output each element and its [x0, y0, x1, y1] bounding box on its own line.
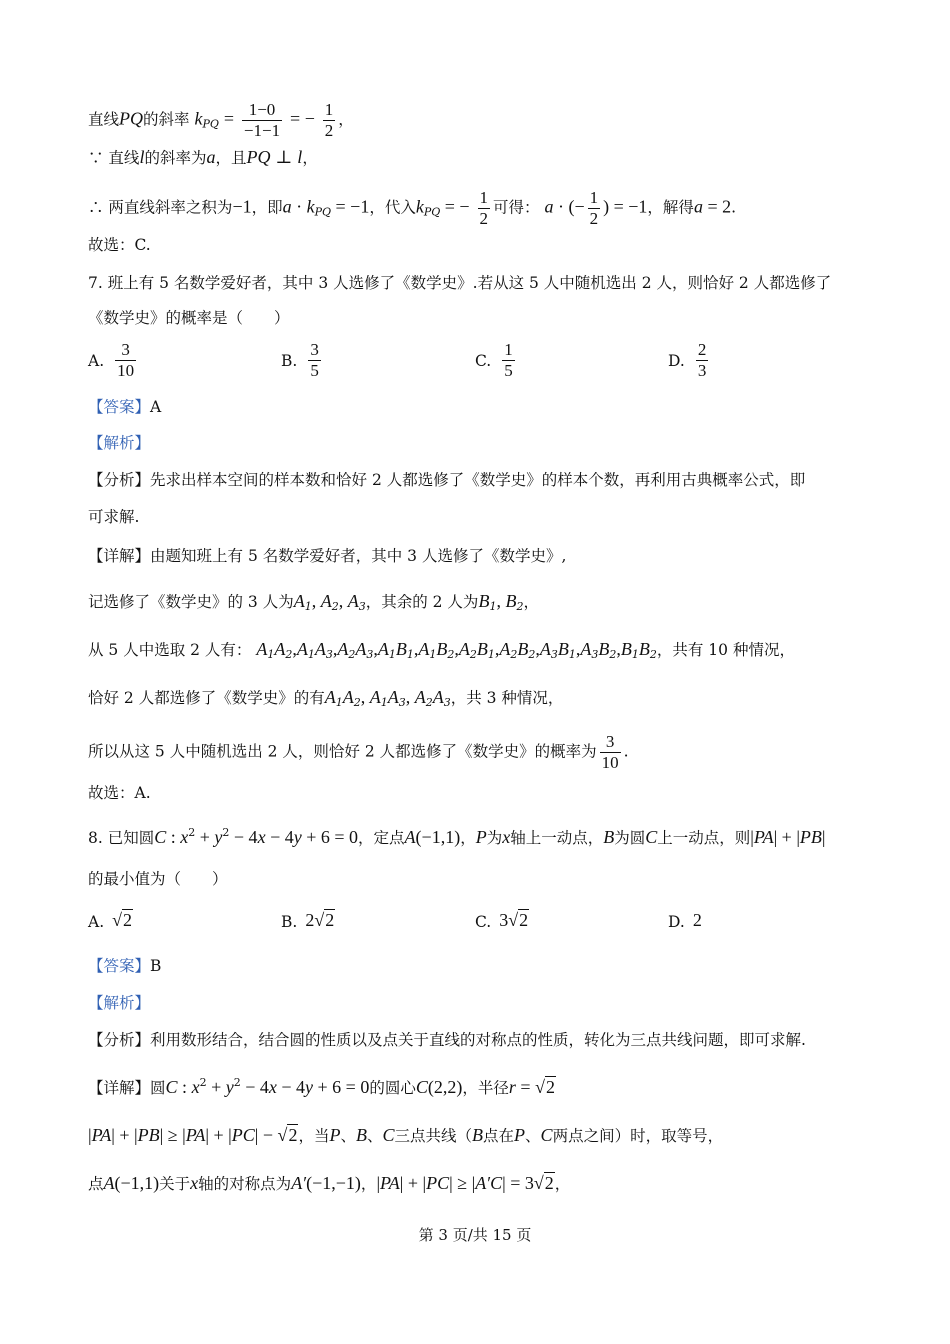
fraction: $\frac{1-0}{-1-1}$	[243, 100, 281, 140]
choose-a: 故选：A.	[88, 784, 151, 802]
q8-option-c: C. 3√2	[475, 910, 529, 931]
fraction: $\frac{1}{2}$	[589, 188, 599, 228]
q8-answer: 【答案】B	[88, 957, 162, 975]
fraction: $\frac{1}{2}$	[479, 188, 489, 228]
therefore-line: ∴ 两直线斜率之积为−1，即$a \cdot k_{PQ} = -1$，代入$k_{PQ}$ = − $\frac{1}{2}$ 可得： a · (− $\frac{1}{2}$ ) = −1，解得a = 2.	[88, 188, 737, 228]
q7-detail-2: 记选修了《数学史》的 3 人为$A_1$, $A_2$, $A_3$，其余的 2 人为$B_1$, $B_2$，	[88, 591, 539, 613]
q7-detail-1: 【详解】由题知班上有 5 名数学爱好者，其中 3 人选修了《数学史》,	[88, 547, 567, 565]
page-footer: 第 3 页/共 15 页	[418, 1226, 532, 1244]
q7-option-c: C. $\frac{1}{5}$	[475, 340, 513, 380]
q8-option-d: D. 2	[668, 910, 702, 931]
q7-detail-5: 所以从这 5 人中随机选出 2 人，则恰好 2 人都选修了《数学史》的概率为 $\frac{3}{10}$ .	[88, 732, 629, 772]
q8-stem: 8. 已知圆C : $x^2 + y^2 - 4x - 4y + 6 = 0$，定点A(−1,1)，P为x轴上一动点，B为圆C上一动点，则|PA| + |PB|	[88, 826, 826, 847]
q7-stem: 7. 班上有 5 名数学爱好者，其中 3 人选修了《数学史》.若从这 5 人中随机选出 2 人，则恰好 2 人都选修了	[88, 274, 832, 292]
q8-detail-3: 点A(−1,1)关于x轴的对称点为A′(−1,−1)，|PA| + |PC| ≥ |A′C| = 3√2，	[88, 1173, 571, 1193]
q8-detail-2: |PA| + |PB| ≥ |PA| + |PC| − √2，当P、B、C三点共线（B点在P、C两点之间）时，取等号，	[88, 1125, 724, 1145]
q8-fenxi: 【分析】利用数形结合，结合圆的性质以及点关于直线的对称点的性质，转化为三点共线问题，即可求解.	[88, 1031, 806, 1049]
q7-detail-4: 恰好 2 人都选修了《数学史》的有$A_1A_2$, $A_1A_3$, $A_2A_3$，共 3 种情况，	[88, 687, 564, 709]
q8-analysis-tag: 【解析】	[88, 994, 151, 1012]
q8-option-b: B. 2√2	[281, 910, 335, 931]
q7-stem-2: 《数学史》的概率是（ ）	[88, 309, 290, 327]
fraction: $\frac{1}{2}$	[324, 100, 334, 140]
q7-answer: 【答案】A	[88, 398, 162, 416]
slope-pq-line: 直线PQ的斜率 $k_{PQ}$ = $\frac{1-0}{-1-1}$ = − $\frac{1}{2}$ ，	[88, 100, 354, 140]
q7-option-b: B. $\frac{3}{5}$	[281, 340, 319, 380]
choose-c: 故选：C.	[88, 236, 151, 254]
q7-fenxi: 【分析】先求出样本空间的样本数和恰好 2 人都选修了《数学史》的样本个数，再利用古典概率公式，即	[88, 471, 806, 489]
because-line: ∵ 直线l的斜率为a，且PQ ⊥ l，	[88, 147, 318, 167]
q8-detail-1: 【详解】圆C : $x^2 + y^2 - 4x - 4y + 6 = 0$的圆心C(2,2)，半径r = √2	[88, 1076, 555, 1097]
q8-option-a: A. √2	[88, 910, 133, 931]
q7-detail-3: 从 5 人中选取 2 人有： $A_1A_2,A_1A_3,A_2A_3,A_1B_1,A_1B_2,A_2B_1,A_2B_2,A_3B_1,A_3B_2,B_1B_2$，共有 10 种情况，	[88, 639, 795, 661]
q8-stem-2: 的最小值为（ ）	[88, 870, 228, 888]
q7-fenxi-2: 可求解.	[88, 508, 140, 526]
q7-option-a: A. $\frac{3}{10}$	[88, 340, 135, 380]
q7-option-d: D. $\frac{2}{3}$	[668, 340, 707, 380]
q7-analysis-tag: 【解析】	[88, 434, 151, 452]
